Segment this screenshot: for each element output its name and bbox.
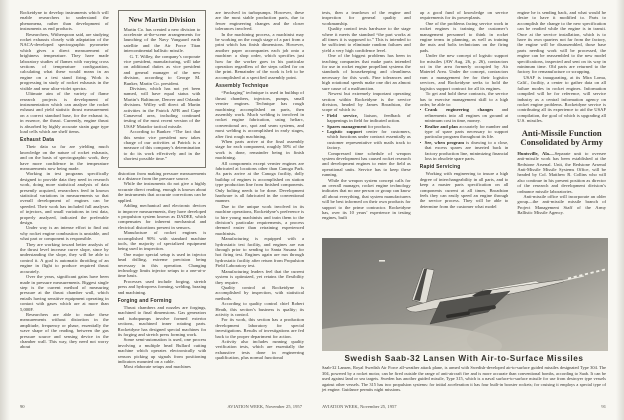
photo-caption [322,354,606,393]
paragraph: “Packaging” technique is used in buildup of thrust chambers, injectors, pumps, small vernier engines. Technique has rough machining accomplished on parts, then assembly work. Much welding is involved in rocket engine fabrication, using heliarc, conventional arc, spot and seam systems, and most welding is accomplished in early stages, after first rough machining. [215,90,305,139]
paragraph: Manufacture of rocket engines is accomplished 90% with standard machine tools, the majority of specialized equipment being used in inspection. [117,230,207,252]
paragraph: Newest but extremely important operating section within Rocketdyne is the service division, headed by James Broadston, the scope of which is: [322,91,411,113]
paragraph: G. T. Willey, the company’s corporate vice president, manufacturing, will take on additional duties as vice president and general manager of the new division, according to George M. Bunker, Martin Co. president. [123,53,201,86]
right-column-3 [517,10,606,233]
paragraph: While the instruments do not give a highly accurate direct reading, enough is known about the instruments that accurate corrections can be applied. [117,181,207,203]
right-page-columns [322,10,606,233]
bullet-text: accurately for number and type of spare parts necessary to support particular program throughout its life. [424,123,509,140]
paragraph: Anti-missile office will incorporate an older group—the anti-missile missile branch of Project Management Staff of the Army Ballistic Missile Agency. [517,194,607,216]
left-column-2 [118,10,207,388]
paragraph [517,151,606,194]
paragraph: Due to the unique work involved in its machine operations, Rocketdyne’s preference is to hire young machinists and train them to the division’s particular requirements, a process deemed easier than retraining experienced machinists. [215,203,305,236]
paragraph: Quality control at Rocketdyne is accomplished by inspection, with statistical methods. [215,284,305,301]
bullet-item [420,140,509,162]
magazine-dateline: AVIATION WEEK, November 25, 1957 [227,404,302,409]
bullet-text: liaison, feedback of happenings in field for indicated action. [327,112,411,124]
bullet-text: for products. [366,123,392,129]
paragraph: In the machining process, a machinist may be working on the rough stage of a part from a print which has finish dimensions. However, another paper accompanies each job onto a machine: a shop order, which specifies just how far the worker goes in his particular operation regardless of the steps called for on the print. Remainder of the work is left to be accomplished at a specified assembly point. [215,31,305,80]
right-column-2 [420,10,509,233]
paragraph: Thrust chambers and nozzles are forgings, machined to final dimensions. Gas generators and turbopumps involve formed exterior sections, machined inner rotating parts. Rocketdyne has designed special machines for its forging and stretch press forming work. [117,305,207,338]
paragraph: While the weapon system concept calls for an overall manager, rocket engine technology indicates that no one person or group can know all about everything, that system manufacturers will be best informed on their own products for support to the prime contractor. Rocketdyne has, over its 10 years’ experience in testing engines, built [322,177,411,221]
bullet-item [420,124,509,140]
paragraph: Their data so far are yielding much knowledge on the nature of rocket exhausts, and on the basis of spectrographic work, they have more confidence in the temperature measurements now being made. [20,144,109,171]
paragraph: Compressed time schedule of weapon system development has caused rocket research and development engines to enter the field as operational units. Service has to keep these running. [322,150,411,178]
paragraph: Working in test programs specifically designed to provide data they need in research work, doing more statistical analysis of data presently acquired, researchers feed in known statistical variations in measurements so that overall development of engines can be speeded. Their work has included full analyses of injectors, and small variations in test data, properly analyzed, indicated the preferable design. [20,171,109,226]
paragraph: Some semi-automation is used, one process involving a multiple head Bullard cutting machine which operates electronically with sensors picking up signals from positioning indicators mounted on a cable. [117,337,207,365]
paragraph: To get and hold these contracts, the service has to exercise management skill to a high order, be able to: [419,91,509,107]
paragraph: Adding mechanical and electronic devices to improve measurements, they have developed a propulsion system known as DADEE, which compensates for inherent mechanical and electrical distortions present in sensors. [117,203,207,230]
subhead-exhaust-data: Exhaust Data [20,137,55,144]
bullet-lead: Spares management [327,123,367,129]
article-heading-anti-missile: Anti-Missile Function Consolidated by Army [520,127,603,148]
paragraph: According to Bunker: “The fact that this senior vice president now takes charge of our activities at Patrick is a measure of this company’s determination to do its work effectively and in the shortest possible time.” [123,129,201,162]
photo-caption-title: Swedish Saab-32 Lansen With Air-to-Surface Missiles [344,354,584,363]
subhead-rapid-servicing: Rapid Servicing [419,164,461,171]
bullet-lead: Realize and plan [424,123,458,129]
paragraph: Ultimate aim of the variety of flame research projects is development of instrumentation which can analyze the rocket exhaust and yield statistic thrust measurement on a correct standard base, for the exhaust is, in essence, the thrust. Currently, engine thrust is absorbed by highly accurate strain gage type load cells which are shelf items. [20,91,109,134]
paragraph: They are working toward better analysis of the thrust level increase curve slope, since by understanding the slope, they will be able to control it. A goal is automatic throttling of an engine in flight to produce required thrust accurately. [20,241,109,274]
paragraph: One of the problems facing service work in rocket engines is training the customer’s management personnel to think in rocket engine terms in planning, as well as training the nuts and bolts technicians on the firing pads. [419,20,509,53]
paragraph: engine he is sending back, and what would he desire to have it modified to. Parts to accomplish the change to the new specification can be readied while the engine is in transit. Once at the service installation, which is to have its own quarters not far from the factory, the engine will be disassembled, those base parts needing work will be processed, the engine can be reassembled to the new model specifications, inspected and sent on its way in minimum time. Old parts are returned to the factory for remanufacture or scrapping. [517,10,607,75]
bullet-item [322,129,411,151]
bullet-lead: Logistic support [327,128,362,134]
paragraph: Over the years, significant gains have been made in pressure measurements. Biggest single step is the current method of measuring pressure at the thrust chamber wall, which entails having sensitive equipment operating in contact with gases which are at more than 5,000F. [20,274,109,312]
paragraph: Researchers, Witherspoon said, are studying rocket exhausts closely with adaptation of the NACA-developed spectrographic pyrometer which gives a direct measurement of brightness temperature. They have made laboratory studies of flames with varying cross sections of temperature configuration, calculating what these would mean in an engine on a test stand firing. Work is progressing in study of rocket exhausts in the visible and near ultra-violet spectra. [20,31,109,91]
magazine-dateline: AVIATION WEEK, November 25, 1957 [322,404,397,409]
paragraph: Manufacturing is equipped with a hydrostatic test facility, and engines are run through prior to sending to Santa Susana for hot firing test. Engines again are run through hydrostatic facility after return from Propulsion Field Laboratory test. [215,236,305,269]
paragraph: According to quality control chief Robert Heath, this section’s business is quality; its activity is control. [215,301,305,317]
left-column-3 [215,10,304,388]
box-title: New Martin Division [128,15,196,24]
paragraph: Under way is an intense effort to find out why rocket engine combustion is unstable, and what part or component is responsible. [20,225,109,242]
new-martin-division-box [118,10,207,168]
paragraph: Most elaborate setups and machines [123,364,191,370]
bullet-lead: Crank engineering changes [424,107,494,113]
paragraph: All components except vernier engines are fabricated at locations other than Canoga Park. As parts arrive at the Canoga facility, dolly buildup of engines is accomplished on station type production line from finished components. Only bolting needs to be done. Development hardware is all fabricated in the conventional manner. [215,160,305,204]
right-page-footer [322,404,606,409]
paragraph: One of the biggest problems has been in teaching companies that make parts intended for use in rocket engine propellant systems the standards of housekeeping and cleanliness necessary for this work. Fine tolerances and high rotational speeds make one dirt an almost sure cause of a malfunction. [322,53,411,91]
paragraph-text: Separate unit to oversee anti-missile work has been established at the Redstone Arsenal. Unit, the Redstone Arsenal Anti-Missile Missile Systems Office, will be headed by Col. Matthew R. Collins who will also continue in his present position as director of the research and development division’s ordnance missile laboratories. [517,150,607,194]
left-page-footer [20,404,302,409]
paragraph: Martin Co. has created a new division to accelerate at-the-scene arrangements for launching of the Navy Vanguard earth satellite and the Air Force Titan intercontinental ballistic missile. [123,26,201,54]
paragraph: USAF is inaugurating, at its Mira Loma, Calif., facility, a center to gather data on all failure modes in rocket engines. Information compiled will be for reference, will service industry as a central information agency on rocket engine problems. Rocketdyne service is contributing all its experience to aid the USAF compilation, the goal of which is upgrading all U.S. missiles. [517,74,607,124]
saab-32-photo-figure [322,238,606,393]
paragraph: Processes used include forging, stretch press and hydropress forming, welding, brazing and machining. [117,278,207,295]
paragraph: up a good fund of knowledge on service requirements for its powerplants. [419,10,509,21]
page-number: 90 [20,404,25,409]
paragraph: distortion from making pressure measurements at a distance from the pressure source. [117,170,207,182]
bullet-item [322,113,411,124]
subhead-forging-and-forming: Forging and Forming [117,298,172,304]
aircraft-photo-illustration [322,238,608,351]
paragraph: Manufacturing leaders feel that the current system is optimized, yet retains the flexibility they require. [215,268,305,285]
bullet-lead: See, when program [424,139,465,145]
paragraph: Quality control tests hardware to the stage where it meets the standard “the part works at all times it is supposed to.” This is intended to be sufficient to eliminate random failures and yield a very high confidence level. [322,26,411,53]
bullet-text: and refinements into all engines on ground at minimum cost in time, money. [424,107,509,124]
left-page-columns [20,10,304,388]
bullet-lead: Field service, [327,112,358,118]
page-number: 91 [601,404,606,409]
photo-caption-body: Saab-32 Lansen, Royal Swedish Air Force all-weather attack plane, is armed with Swedish-developed air-to-surface guided missiles designated Type 304. The 304, powered by a rocket motor, can be fired outside the range of anti-aircraft fire and is more accurate than conventional bombs, according to Saab. It can be used against land or sea targets. Sweden has another guided missile, Type 315, which is a naval surface-to-surface missile for use from destroyer type vessels against other vessels. The 315 has two propulsion systems: for initial acceleration it has four built-in booster rockets; for cruising it employs a special type of jet engine. Guidance permits night missions. [322,365,606,392]
paragraph: When parts arrive at the final assembly stage for each component, roughly 50% of the work is done, remainder being in finish machining. [215,138,305,161]
paragraph: tests, then a teardown of the engine and inspection for general quality and workmanship. [322,10,411,26]
paragraph: Researchers are able to make these measurements without distortion in the amplitude, frequency or phase, essentially the wave shape of the reading, between the gas pressure source and sensing device in the chamber wall. This way, they need not worry about [20,311,109,350]
subhead-assembly-technique: Assembly Technique [215,83,269,90]
paragraph: are involved in turbopumps. However, these are the most stable production parts, due to fewer engineering changes and the closer tolerances involved. [215,10,305,32]
paragraph: Working with engineering to insure a high degree of interchangeability in all parts, and to keep a master parts specification on all components current at all times, Broadston feels they can easily speed an engine through the service process. They will be able to determine from the customer what model [419,171,509,209]
paragraph: Rocketdyne to develop instruments which will enable researchers to understand the phenomena, rather than development of instruments as end products. [20,10,109,32]
distant-aircraft-speck [379,260,385,262]
bullet-item [420,107,509,123]
paragraph: Division, which has not yet been named, will have equal status with Martin’s Baltimore, Denver and Orlando divisions. Willey will direct all Martin activities in the Patrick AFB and Cape Canaveral area, including continued testing of the most recent version of the USAF Matador tactical missile. [123,85,201,129]
bullet-text: center for customers, which functions under contract essentially as customer representative with mails track to factory. [327,128,411,151]
dateline-lead: Huntsville, Ala.— [517,150,555,156]
left-column-1 [20,10,109,388]
right-page [312,0,624,420]
paragraph: Activity also includes running quality verification tests, which are essentially the exhaustive tests done in engineering qualification, plus normal functional [215,338,305,361]
bullet-text: is drawing to a close, that excess spares are inserted back in factory production line, minimizing financial loss in obsolete spare parts. [424,139,509,161]
paragraph: For its work, this section has a production development laboratory for special investigations. Results of investigations are fed back to the proper department for action. [215,317,305,339]
paragraph: One major special setup is used in injector head drilling, extreme precision being necessary in this operation. Changing technology limits injector setups to a one-at-a-time basis. [117,251,207,279]
paragraph: Under the new concept of logistic support for missiles (AW Aug. 26, p. 26), contractors act in the area formerly occupied by Air Materiel Area. Under the concept, contractors earn a management fee for their logistics services, and Rocketdyne seeks to hold the logistics support contract for all its engines. [419,53,509,91]
aircraft-photo [322,238,608,351]
right-column-1 [322,10,411,233]
